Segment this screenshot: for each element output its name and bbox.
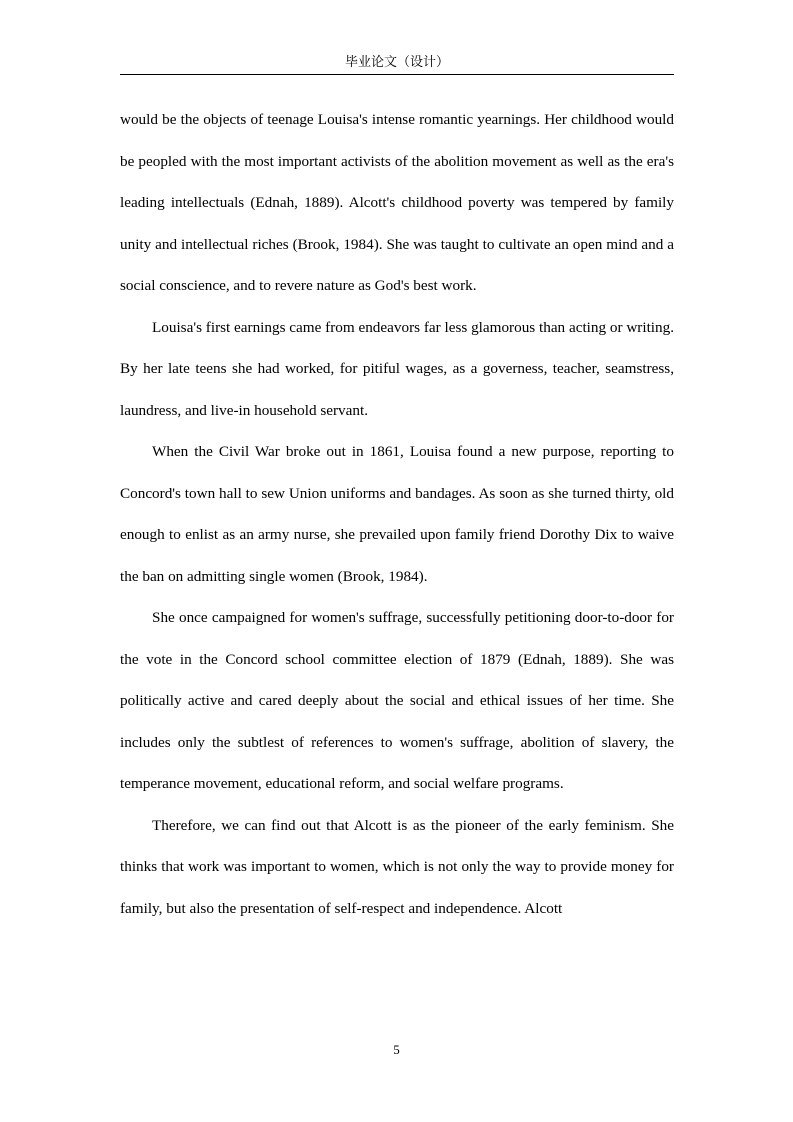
paragraph-continuation: would be the objects of teenage Louisa's intense romantic yearnings. Her childhood would be peopled with the most important activists of the abolition movement as well as the era's leading intellectuals (Ednah, 1889). Alcott's childhood poverty was tempered by family unity and intellectual riches (Brook, 1984). She was taught to cultivate an open mind and a social conscience, and to revere nature as God's best work. [120,111,674,294]
paragraph-conclusion: Therefore, we can find out that Alcott is as the pioneer of the early feminism. She thinks that work was important to women, which is not only the way to provide money for family, but also the presentation of self-respect and independence. Alcott [120,816,674,917]
paragraph-civil-war: When the Civil War broke out in 1861, Louisa found a new purpose, reporting to Concord's town hall to sew Union uniforms and bandages. As soon as she turned thirty, old enough to enlist as an army nurse, she prevailed upon family friend Dorothy Dix to waive the ban on admitting single women (Brook, 1984). [120,443,674,585]
page-header: 毕业论文（设计） [344,55,449,70]
header-divider [120,74,674,75]
body-text [120,99,674,929]
page-number: 5 [393,1042,400,1057]
paragraph-suffrage: She once campaigned for women's suffrage, successfully petitioning door-to-door for the vote in the Concord school committee election of 1879 (Ednah, 1889). She was politically active and cared deeply about the social and ethical issues of her time. She includes only the subtlest of references to women's suffrage, abolition of slavery, the temperance movement, educational reform, and social welfare programs. [120,609,674,792]
paragraph-first-earnings: Louisa's first earnings came from endeavors far less glamorous than acting or writing. By her late teens she had worked, for pitiful wages, as a governess, teacher, seamstress, laundress, and live-in household servant. [120,318,674,419]
